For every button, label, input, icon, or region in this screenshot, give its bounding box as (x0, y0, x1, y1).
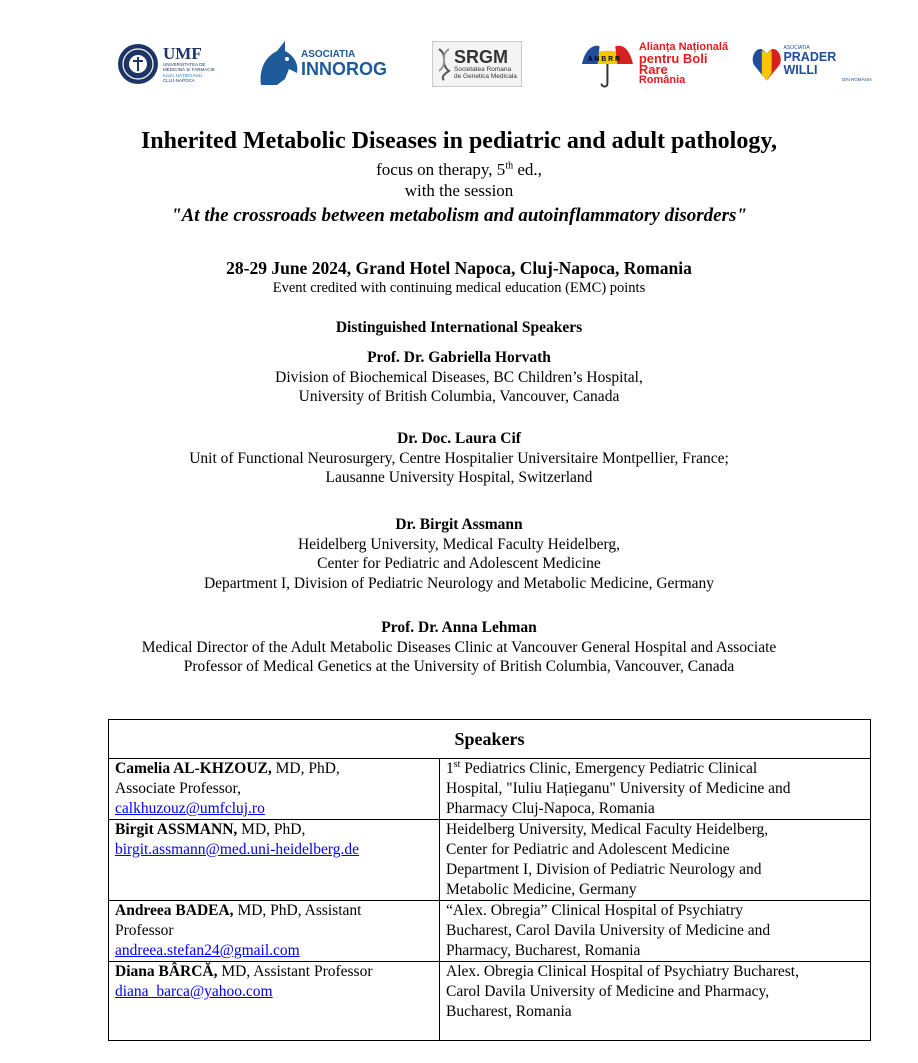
speaker-affiliation: Professor of Medical Genetics at the University of British Columbia, Vancouver, Canada (183, 658, 735, 675)
innorog-name: INNOROG (301, 59, 388, 79)
affiliation-line (446, 759, 864, 779)
speaker-cell (109, 820, 440, 901)
innorog-top: ASOCIATIA (301, 49, 356, 60)
session-title: "At the crossroads between metabolism and autoinflammatory disorders" (171, 205, 747, 226)
speaker-name: Prof. Dr. Anna Lehman (381, 619, 537, 636)
speaker-role2: Professor (115, 922, 174, 939)
speaker-email-link[interactable]: calkhuzouz@umfcluj.ro (115, 800, 265, 817)
heart-flag-icon (752, 45, 781, 83)
affiliation-line: “Alex. Obregia” Clinical Hospital of Psychiatry (446, 902, 744, 919)
srgm-line: Societatea Romana (454, 65, 512, 73)
affiliation-num: 1 (446, 760, 454, 777)
speaker-line (115, 962, 433, 982)
affiliation-cell (440, 820, 871, 901)
affiliation-first: Pediatrics Clinic, Emergency Pediatric Clinical (460, 760, 758, 777)
affiliation-line: Bucharest, Carol Davila University of Medicine and (446, 922, 771, 939)
speaker-affiliation: Center for Pediatric and Adolescent Medicine (317, 555, 601, 572)
speaker-role: MD, Assistant Professor (217, 963, 373, 980)
umf-seal-icon (117, 43, 159, 85)
speaker-role: MD, PhD, (237, 821, 306, 838)
umf-logo (117, 36, 227, 92)
distinguished-heading: Distinguished International Speakers (335, 319, 583, 336)
affiliation-line: Department I, Division of Pediatric Neurology and (446, 861, 762, 878)
affiliation-line: Center for Pediatric and Adolescent Medicine (446, 841, 730, 858)
speaker-affiliation: Medical Director of the Adult Metabolic Diseases Clinic at Vancouver General Hospital and Associate (141, 638, 777, 656)
speaker-name: Prof. Dr. Gabriella Horvath (367, 349, 551, 366)
srgm-line: de Genetica Medicala (454, 73, 517, 80)
anbrr-line: Alianța Națională (638, 41, 729, 53)
speaker-name: Andreea BADEA, (115, 902, 234, 919)
srgm-name: SRGM (454, 46, 508, 67)
speaker-name: Diana BÂRCĂ, (115, 963, 218, 980)
with-session: with the session (404, 181, 514, 200)
distinguished-speaker (0, 515, 918, 593)
affiliation-line: Pharmacy, Bucharest, Romania (446, 942, 641, 959)
anbrr-line: pentru Boli Rare (638, 51, 708, 77)
dna-helix-icon (437, 47, 451, 81)
speaker-name: Birgit ASSMANN, (115, 821, 238, 838)
speaker-email-link[interactable]: diana_barca@yahoo.com (115, 983, 273, 1000)
speaker-affiliation: University of British Columbia, Vancouver, Canada (298, 388, 620, 405)
speaker-affiliation: Heidelberg University, Medical Faculty Heidelberg, (297, 535, 621, 553)
table-row (109, 820, 871, 901)
distinguished-speaker (0, 348, 918, 407)
logo-strip (0, 36, 918, 96)
speaker-name: Camelia AL-KHZOUZ, (115, 760, 272, 777)
speaker-line (115, 901, 433, 921)
affiliation-line: Bucharest, Romania (446, 1003, 572, 1020)
speaker-affiliation: Department I, Division of Pediatric Neurology and Metabolic Medicine, Germany (203, 574, 715, 592)
speaker-affiliation: Lausanne University Hospital, Switzerland (325, 469, 593, 486)
speaker-line (115, 820, 433, 840)
pw-name: PRADER WILLI (783, 50, 837, 77)
speaker-cell (109, 759, 440, 820)
speakers-table (108, 719, 871, 1041)
speaker-email-link[interactable]: andreea.stefan24@gmail.com (115, 942, 300, 959)
umf-line: UNIVERSITATEA DE (163, 61, 206, 67)
focus-text: focus on therapy, 5 (376, 160, 506, 179)
table-row (109, 901, 871, 962)
speaker-role2: Associate Professor, (115, 780, 241, 797)
table-row (109, 962, 871, 1041)
focus-sup: th (505, 160, 514, 172)
umf-line: MEDICINĂ ȘI FARMACIE (163, 67, 215, 72)
distinguished-speaker (0, 618, 918, 677)
svg-text:A N B R R: A N B R R (587, 56, 620, 64)
umf-name: UMF (163, 43, 202, 63)
affiliation-line: Heidelberg University, Medical Faculty Heidelberg, (446, 821, 769, 838)
table-row (109, 759, 871, 820)
affiliation-line: Hospital, "Iuliu Hațieganu" University of Medicine and (446, 780, 791, 797)
speaker-role: MD, PhD, (271, 760, 340, 777)
credits-note: Event credited with continuing medical education (EMC) points (272, 280, 646, 296)
affiliation-line: Pharmacy Cluj-Napoca, Romania (446, 800, 655, 817)
innorog-unicorn-icon (255, 39, 303, 89)
affiliation-line: Carol Davila University of Medicine and Pharmacy, (446, 983, 770, 1000)
affiliation-cell (440, 759, 871, 820)
umf-line: CLUJ-NAPOCA (163, 78, 195, 83)
speaker-affiliation: Division of Biochemical Diseases, BC Children’s Hospital, (275, 368, 643, 386)
speaker-line (115, 759, 433, 779)
affiliation-line: Metabolic Medicine, Germany (446, 881, 637, 898)
pw-small: ASOCIATIA (783, 45, 810, 51)
innorog-logo (255, 36, 395, 92)
affiliation-cell (440, 901, 871, 962)
srgm-logo (432, 36, 544, 92)
affiliation-sup: st (453, 758, 461, 770)
speaker-affiliation: Unit of Functional Neurosurgery, Centre Hospitalier Universitaire Montpellier, France; (189, 449, 729, 467)
focus-post: ed., (513, 160, 542, 179)
table-header-row (109, 720, 871, 759)
speaker-email-link[interactable]: birgit.assmann@med.uni-heidelberg.de (115, 841, 359, 858)
speaker-cell (109, 901, 440, 962)
distinguished-speaker (0, 429, 918, 488)
speaker-name: Dr. Doc. Laura Cif (397, 430, 521, 447)
speaker-name: Dr. Birgit Assmann (395, 516, 523, 533)
table-heading: Speakers (109, 720, 871, 759)
speaker-role: MD, PhD, Assistant (233, 902, 362, 919)
date-place: 28-29 June 2024, Grand Hotel Napoca, Cluj-Napoca, Romania (226, 258, 692, 278)
affiliation-cell (440, 962, 871, 1041)
umbrella-icon (578, 38, 637, 90)
document-title: Inherited Metabolic Diseases in pediatric and adult pathology, (140, 128, 778, 154)
pw-sub: DIN ROMÂNIA (841, 77, 872, 82)
umf-line: IULIU HAȚIEGANU (163, 72, 203, 78)
anbrr-logo (578, 36, 738, 92)
focus-line (0, 160, 918, 179)
affiliation-line: Alex. Obregia Clinical Hospital of Psychiatry Bucharest, (446, 963, 799, 980)
anbrr-line: România (638, 74, 686, 86)
speaker-cell (109, 962, 440, 1041)
praderwilli-logo (752, 36, 872, 92)
